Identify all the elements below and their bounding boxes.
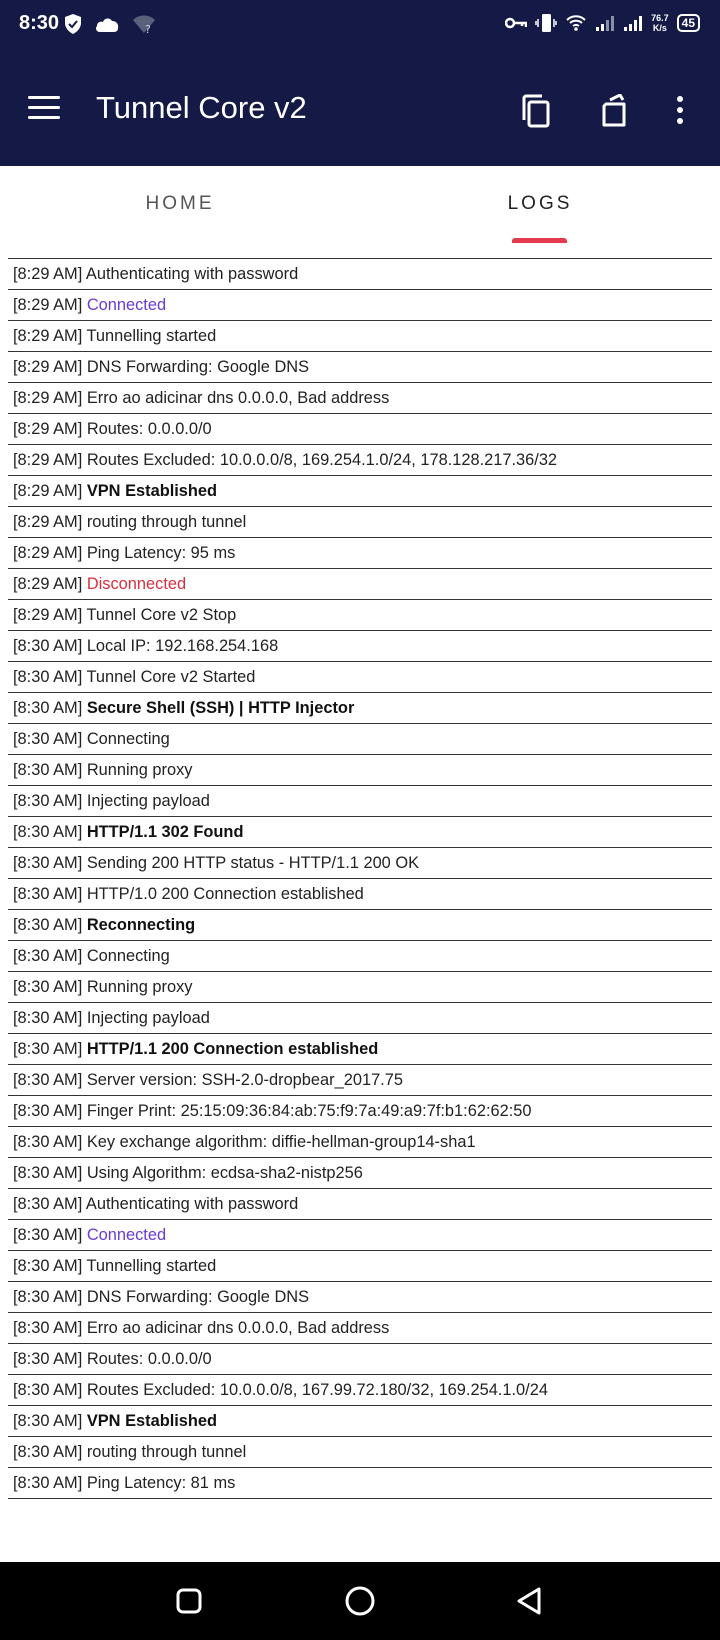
log-message: Injecting payload <box>86 792 210 810</box>
log-entry <box>8 1003 712 1034</box>
log-entry <box>8 724 712 755</box>
log-message: Ping Latency: 95 ms <box>86 544 236 562</box>
log-timestamp: [8:30 AM] <box>13 668 83 686</box>
copy-icon[interactable] <box>520 94 552 128</box>
partial-log-row <box>8 242 712 259</box>
log-entry <box>8 445 712 476</box>
log-entry <box>8 569 712 600</box>
log-entry <box>8 538 712 569</box>
log-message: Connecting <box>86 730 170 748</box>
log-entry <box>8 693 712 724</box>
vibrate-icon <box>535 12 557 34</box>
log-entry <box>8 1251 712 1282</box>
log-message: Using Algorithm: ecdsa-sha2-nistp256 <box>86 1164 363 1182</box>
app-title: Tunnel Core v2 <box>96 90 307 125</box>
log-entry <box>8 383 712 414</box>
status-bar <box>0 0 720 50</box>
log-entry <box>8 1096 712 1127</box>
log-entry <box>8 631 712 662</box>
log-entry <box>8 1344 712 1375</box>
log-entry <box>8 1437 712 1468</box>
log-timestamp: [8:29 AM] <box>13 606 83 624</box>
log-timestamp: [8:30 AM] <box>13 916 83 934</box>
home-circle-icon[interactable] <box>343 1584 377 1618</box>
log-entry <box>8 414 712 445</box>
log-timestamp: [8:29 AM] <box>13 575 83 593</box>
battery-indicator: 45 <box>677 14 700 32</box>
log-timestamp: [8:29 AM] <box>13 513 83 531</box>
net-speed-unit: K/s <box>652 23 667 33</box>
svg-text:?: ? <box>145 23 151 34</box>
log-message: routing through tunnel <box>86 513 247 531</box>
shield-icon <box>64 13 82 35</box>
log-entry <box>8 941 712 972</box>
log-timestamp: [8:29 AM] <box>13 451 83 469</box>
log-entry <box>8 352 712 383</box>
log-message: Routes: 0.0.0.0/0 <box>86 1350 212 1368</box>
log-timestamp: [8:30 AM] <box>13 761 83 779</box>
log-entry <box>8 290 712 321</box>
log-timestamp: [8:30 AM] <box>13 1319 83 1337</box>
wifi-icon <box>565 13 587 33</box>
status-time: 8:30 <box>19 12 60 34</box>
log-entry <box>8 848 712 879</box>
log-message: Disconnected <box>86 575 187 593</box>
log-entry <box>8 1468 712 1499</box>
log-timestamp: [8:30 AM] <box>13 1164 83 1182</box>
log-timestamp: [8:30 AM] <box>13 1474 83 1492</box>
log-timestamp: [8:30 AM] <box>13 1257 83 1275</box>
log-entry <box>8 600 712 631</box>
app-bar <box>0 50 720 166</box>
net-speed <box>651 13 669 33</box>
log-timestamp: [8:30 AM] <box>13 637 83 655</box>
log-message: HTTP/1.1 200 Connection established <box>86 1040 379 1058</box>
system-nav-bar <box>0 1562 720 1640</box>
log-message: DNS Forwarding: Google DNS <box>86 358 310 376</box>
log-message: VPN Established <box>86 1412 218 1430</box>
log-timestamp: [8:30 AM] <box>13 1133 83 1151</box>
log-timestamp: [8:29 AM] <box>13 327 83 345</box>
log-entry <box>8 1406 712 1437</box>
wifi-question-icon <box>132 14 156 34</box>
log-message: Connecting <box>86 947 170 965</box>
log-message: Routes Excluded: 10.0.0.0/8, 167.99.72.180/32, 169.254.1.0/24 <box>86 1381 548 1399</box>
log-entry <box>8 1127 712 1158</box>
log-message: Running proxy <box>86 761 193 779</box>
log-message: Injecting payload <box>86 1009 210 1027</box>
cloud-icon <box>94 15 120 33</box>
log-timestamp: [8:29 AM] <box>13 389 83 407</box>
log-timestamp: [8:30 AM] <box>13 947 83 965</box>
tab-bar <box>0 166 720 242</box>
log-message: Finger Print: 25:15:09:36:84:ab:75:f9:7a:49:a9:7f:b1:62:62:50 <box>86 1102 532 1120</box>
log-timestamp: [8:29 AM] <box>13 420 83 438</box>
log-timestamp: [8:29 AM] <box>13 265 83 283</box>
log-message: Local IP: 192.168.254.168 <box>86 637 279 655</box>
log-entry <box>8 1065 712 1096</box>
log-message: DNS Forwarding: Google DNS <box>86 1288 310 1306</box>
log-timestamp: [8:30 AM] <box>13 1288 83 1306</box>
log-timestamp: [8:30 AM] <box>13 1412 83 1430</box>
log-entry <box>8 1158 712 1189</box>
menu-icon[interactable] <box>28 96 60 120</box>
signal-2-icon <box>623 14 643 32</box>
log-timestamp: [8:30 AM] <box>13 730 83 748</box>
log-message: HTTP/1.1 302 Found <box>86 823 244 841</box>
log-entry <box>8 972 712 1003</box>
log-entry <box>8 1189 712 1220</box>
log-entry <box>8 910 712 941</box>
log-entry <box>8 1034 712 1065</box>
log-timestamp: [8:29 AM] <box>13 358 83 376</box>
clear-icon[interactable] <box>598 94 630 128</box>
log-timestamp: [8:30 AM] <box>13 1009 83 1027</box>
log-timestamp: [8:30 AM] <box>13 1381 83 1399</box>
log-timestamp: [8:30 AM] <box>13 1226 83 1244</box>
log-message: Erro ao adicinar dns 0.0.0.0, Bad address <box>86 1319 390 1337</box>
log-timestamp: [8:30 AM] <box>13 885 83 903</box>
log-message: Secure Shell (SSH) | HTTP Injector <box>86 699 355 717</box>
vpn-key-icon <box>505 16 527 30</box>
recents-square-icon[interactable] <box>172 1584 206 1618</box>
log-message: VPN Established <box>86 482 218 500</box>
log-message: Tunnel Core v2 Started <box>86 668 256 686</box>
log-timestamp: [8:29 AM] <box>13 544 83 562</box>
log-message: Routes Excluded: 10.0.0.0/8, 169.254.1.0/24, 178.128.217.36/32 <box>86 451 558 469</box>
back-triangle-icon[interactable] <box>513 1584 547 1618</box>
tab-logs[interactable]: LOGS <box>507 193 573 214</box>
log-timestamp: [8:30 AM] <box>13 1195 83 1213</box>
log-message: Connected <box>86 1226 167 1244</box>
log-message: Server version: SSH-2.0-dropbear_2017.75 <box>86 1071 403 1089</box>
log-message: routing through tunnel <box>86 1443 247 1461</box>
log-timestamp: [8:30 AM] <box>13 1350 83 1368</box>
log-message: Sending 200 HTTP status - HTTP/1.1 200 OK <box>86 854 420 872</box>
more-vert-icon[interactable] <box>675 94 685 128</box>
log-message: Tunnel Core v2 Stop <box>86 606 237 624</box>
log-message: Running proxy <box>86 978 193 996</box>
log-timestamp: [8:30 AM] <box>13 792 83 810</box>
log-message: Reconnecting <box>86 916 196 934</box>
log-message: Authenticating with password <box>85 1195 299 1213</box>
log-entry <box>8 476 712 507</box>
log-entry <box>8 1282 712 1313</box>
log-entry <box>8 879 712 910</box>
log-entry <box>8 817 712 848</box>
log-timestamp: [8:30 AM] <box>13 1102 83 1120</box>
log-timestamp: [8:30 AM] <box>13 854 83 872</box>
net-speed-value: 76.7 <box>651 13 669 23</box>
log-entry <box>8 259 712 290</box>
log-timestamp: [8:30 AM] <box>13 699 83 717</box>
log-entry <box>8 321 712 352</box>
signal-1-icon <box>595 14 615 32</box>
log-message: Ping Latency: 81 ms <box>86 1474 236 1492</box>
log-entry <box>8 1375 712 1406</box>
log-timestamp: [8:29 AM] <box>13 482 83 500</box>
log-timestamp: [8:29 AM] <box>13 296 83 314</box>
log-entry <box>8 507 712 538</box>
log-entry <box>8 1220 712 1251</box>
log-timestamp: [8:30 AM] <box>13 1071 83 1089</box>
log-timestamp: [8:30 AM] <box>13 1443 83 1461</box>
log-timestamp: [8:30 AM] <box>13 978 83 996</box>
log-entry <box>8 755 712 786</box>
log-message: Tunnelling started <box>86 1257 217 1275</box>
log-entry <box>8 786 712 817</box>
log-entry <box>8 1313 712 1344</box>
log-message: Routes: 0.0.0.0/0 <box>86 420 212 438</box>
tab-home[interactable]: HOME <box>145 193 215 214</box>
log-message: Erro ao adicinar dns 0.0.0.0, Bad address <box>86 389 390 407</box>
log-message: Authenticating with password <box>85 265 299 283</box>
log-entry <box>8 662 712 693</box>
log-message: HTTP/1.0 200 Connection established <box>86 885 364 903</box>
log-timestamp: [8:30 AM] <box>13 1040 83 1058</box>
log-message: Key exchange algorithm: diffie-hellman-group14-sha1 <box>86 1133 476 1151</box>
log-list[interactable] <box>8 242 712 1562</box>
log-timestamp: [8:30 AM] <box>13 823 83 841</box>
log-message: Tunnelling started <box>86 327 217 345</box>
log-message: Connected <box>86 296 167 314</box>
